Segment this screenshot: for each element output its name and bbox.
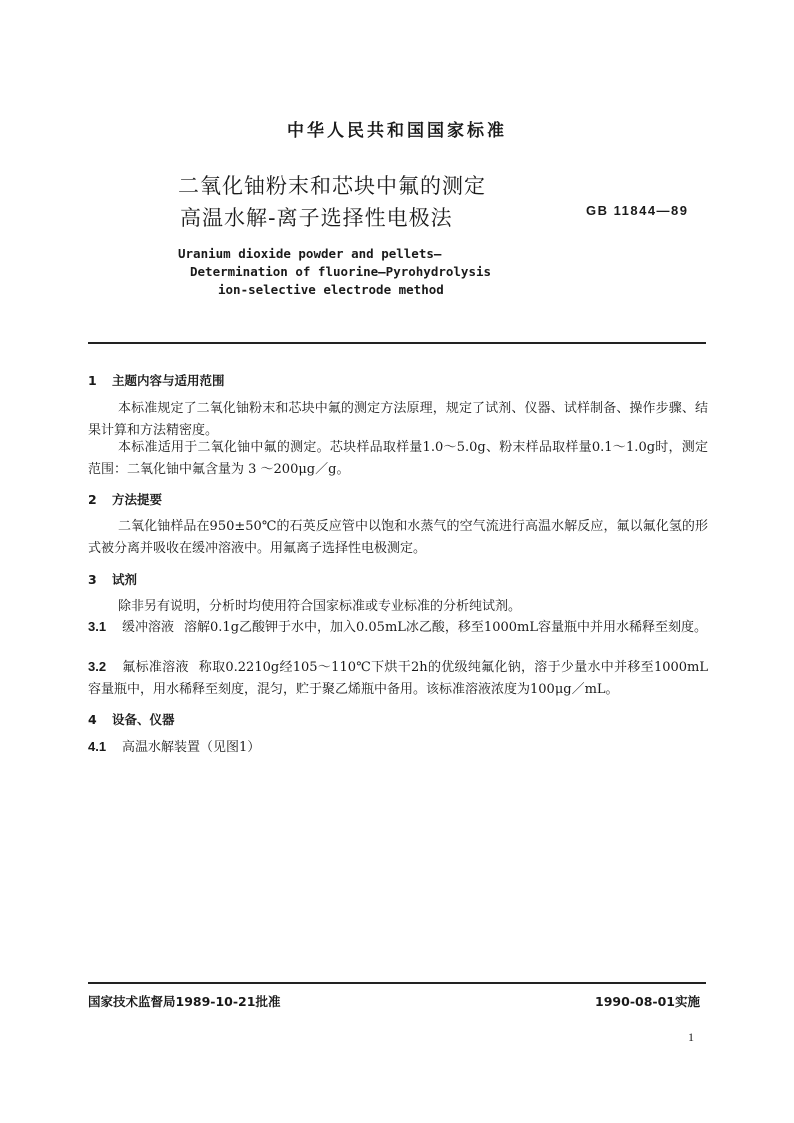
section-3-paragraph-1: 除非另有说明，分析时均使用符合国家标准或专业标准的分析纯试剂。 bbox=[118, 599, 522, 614]
top-divider bbox=[88, 342, 706, 344]
english-title-line-2: Determination of fluorine—Pyrohydrolysis bbox=[190, 264, 492, 279]
section-title: 主题内容与适用范围 bbox=[112, 373, 225, 388]
subsection-number: 3.1 bbox=[88, 619, 107, 634]
effective-date: 1990-08-01实施 bbox=[595, 994, 700, 1009]
english-title-line-3: ion-selective electrode method bbox=[218, 282, 444, 297]
subsection-label: 氟标准溶液 bbox=[122, 660, 189, 675]
section-number: 3 bbox=[88, 572, 97, 587]
title-line-1: 二氧化铀粉末和芯块中氟的测定 bbox=[178, 174, 486, 198]
section-title: 试剂 bbox=[112, 572, 138, 587]
section-2-paragraph-1: 二氧化铀样品在950±50℃的石英反应管中以饱和水蒸气的空气流进行高温水解反应，氟以氟化氢的形式被分离并吸收在缓冲溶液中。用氟离子选择性电极测定。 bbox=[88, 519, 708, 556]
section-4-1 bbox=[88, 736, 708, 759]
bottom-divider bbox=[88, 982, 706, 984]
section-3-heading bbox=[88, 570, 137, 588]
page-number: 1 bbox=[688, 1030, 694, 1044]
section-1-heading bbox=[88, 371, 225, 389]
section-3-2 bbox=[88, 656, 708, 701]
subsection-text: 高温水解装置（见图1） bbox=[122, 740, 261, 755]
section-number: 1 bbox=[88, 373, 97, 388]
approval-date: 国家技术监督局1989-10-21批准 bbox=[88, 994, 281, 1009]
section-number: 2 bbox=[88, 492, 97, 507]
section-3-1 bbox=[88, 616, 708, 639]
section-2-heading bbox=[88, 490, 162, 508]
section-title: 方法提要 bbox=[112, 492, 163, 507]
title-line-2: 高温水解-离子选择性电极法 bbox=[180, 206, 453, 230]
section-4-heading bbox=[88, 710, 175, 728]
subsection-label: 缓冲溶液 bbox=[122, 620, 175, 635]
section-title: 设备、仪器 bbox=[112, 712, 175, 727]
subsection-text: 溶解0.1g乙酸钾于水中，加入0.05mL冰乙酸，移至1000mL容量瓶中并用水稀释至刻度。 bbox=[184, 620, 707, 635]
section-1-paragraph-1: 本标准规定了二氧化铀粉末和芯块中氟的测定方法原理，规定了试剂、仪器、试样制备、操作步骤、结果计算和方法精密度。 bbox=[88, 401, 708, 438]
section-1-paragraph-2: 本标准适用于二氧化铀中氟的测定。芯块样品取样量1.0～5.0g、粉末样品取样量0.1～1.0g时，测定范围：二氧化铀中氟含量为 3 ～200μg／g。 bbox=[88, 440, 708, 477]
standard-header: 中华人民共和国国家标准 bbox=[287, 121, 507, 141]
subsection-number: 4.1 bbox=[88, 739, 107, 754]
subsection-number: 3.2 bbox=[88, 659, 107, 674]
subsection-text: 称取0.2210g经105～110℃下烘干2h的优级纯氟化钠，溶于少量水中并移至1000mL容量瓶中，用水稀释至刻度，混匀，贮于聚乙烯瓶中备用。该标准溶液浓度为100μg／mL。 bbox=[88, 660, 708, 697]
english-title-line-1: Uranium dioxide powder and pellets— bbox=[178, 246, 442, 261]
section-number: 4 bbox=[88, 712, 97, 727]
standard-code: GB 11844—89 bbox=[586, 203, 689, 218]
